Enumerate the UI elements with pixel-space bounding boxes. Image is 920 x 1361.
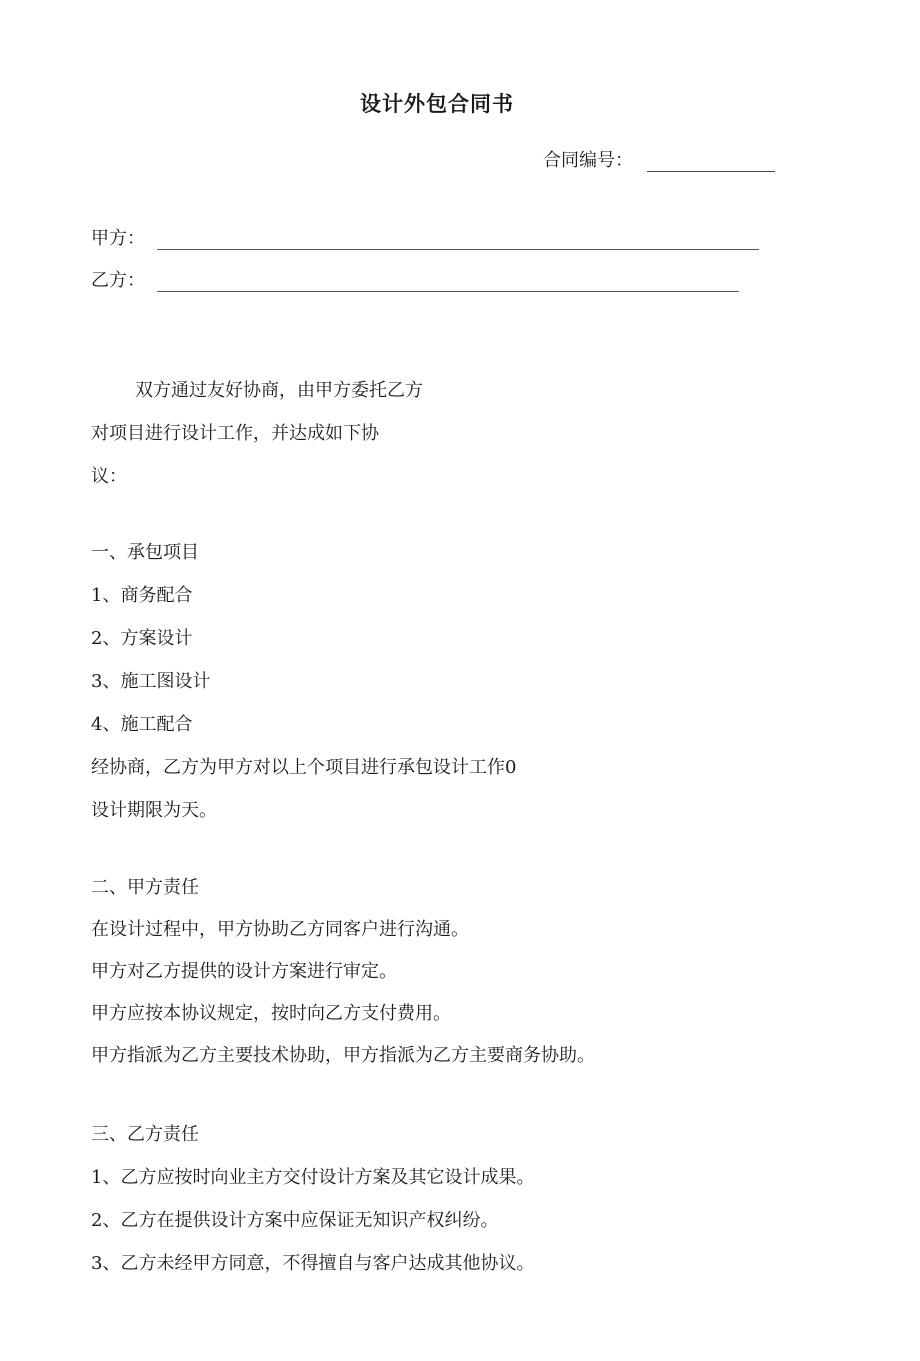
section-2-heading: 二、甲方责任 [91,877,199,898]
section-1-item: 4、施工配合 [91,714,193,735]
section-2-item: 甲方应按本协议规定，按时向乙方支付费用。 [91,1003,451,1024]
section-2-item: 甲方指派为乙方主要技术协助，甲方指派为乙方主要商务协助。 [91,1045,595,1066]
contract-number [543,146,775,172]
party-a-field[interactable] [157,229,759,250]
section-1-heading: 一、承包项目 [91,542,199,563]
section-1-note: 设计期限为天。 [91,800,217,821]
intro-line-2: 对项目进行设计工作，并达成如下协 [91,423,379,444]
section-3-item: 2、乙方在提供设计方案中应保证无知识产权纠纷。 [91,1210,499,1231]
contract-number-field[interactable] [647,151,775,172]
document-title: 设计外包合同书 [360,92,514,116]
party-a-row [91,224,759,250]
party-b-label: 乙方： [91,270,145,291]
party-b-row [91,266,739,292]
section-1-note: 经协商，乙方为甲方对以上个项目进行承包设计工作0 [91,757,517,778]
section-1-item: 1、商务配合 [91,585,193,606]
section-1-item: 3、施工图设计 [91,671,211,692]
section-1-item: 2、方案设计 [91,628,193,649]
party-b-field[interactable] [157,271,739,292]
intro-line-3: 议： [91,466,127,487]
section-2-item: 甲方对乙方提供的设计方案进行审定。 [91,961,397,982]
section-3-item: 1、乙方应按时向业主方交付设计方案及其它设计成果。 [91,1167,535,1188]
party-a-label: 甲方： [91,228,145,249]
intro-line-1: 双方通过友好协商，由甲方委托乙方 [135,380,423,401]
contract-number-label: 合同编号： [543,150,633,171]
section-2-item: 在设计过程中，甲方协助乙方同客户进行沟通。 [91,919,469,940]
section-3-item: 3、乙方未经甲方同意，不得擅自与客户达成其他协议。 [91,1253,535,1274]
section-3-heading: 三、乙方责任 [91,1124,199,1145]
